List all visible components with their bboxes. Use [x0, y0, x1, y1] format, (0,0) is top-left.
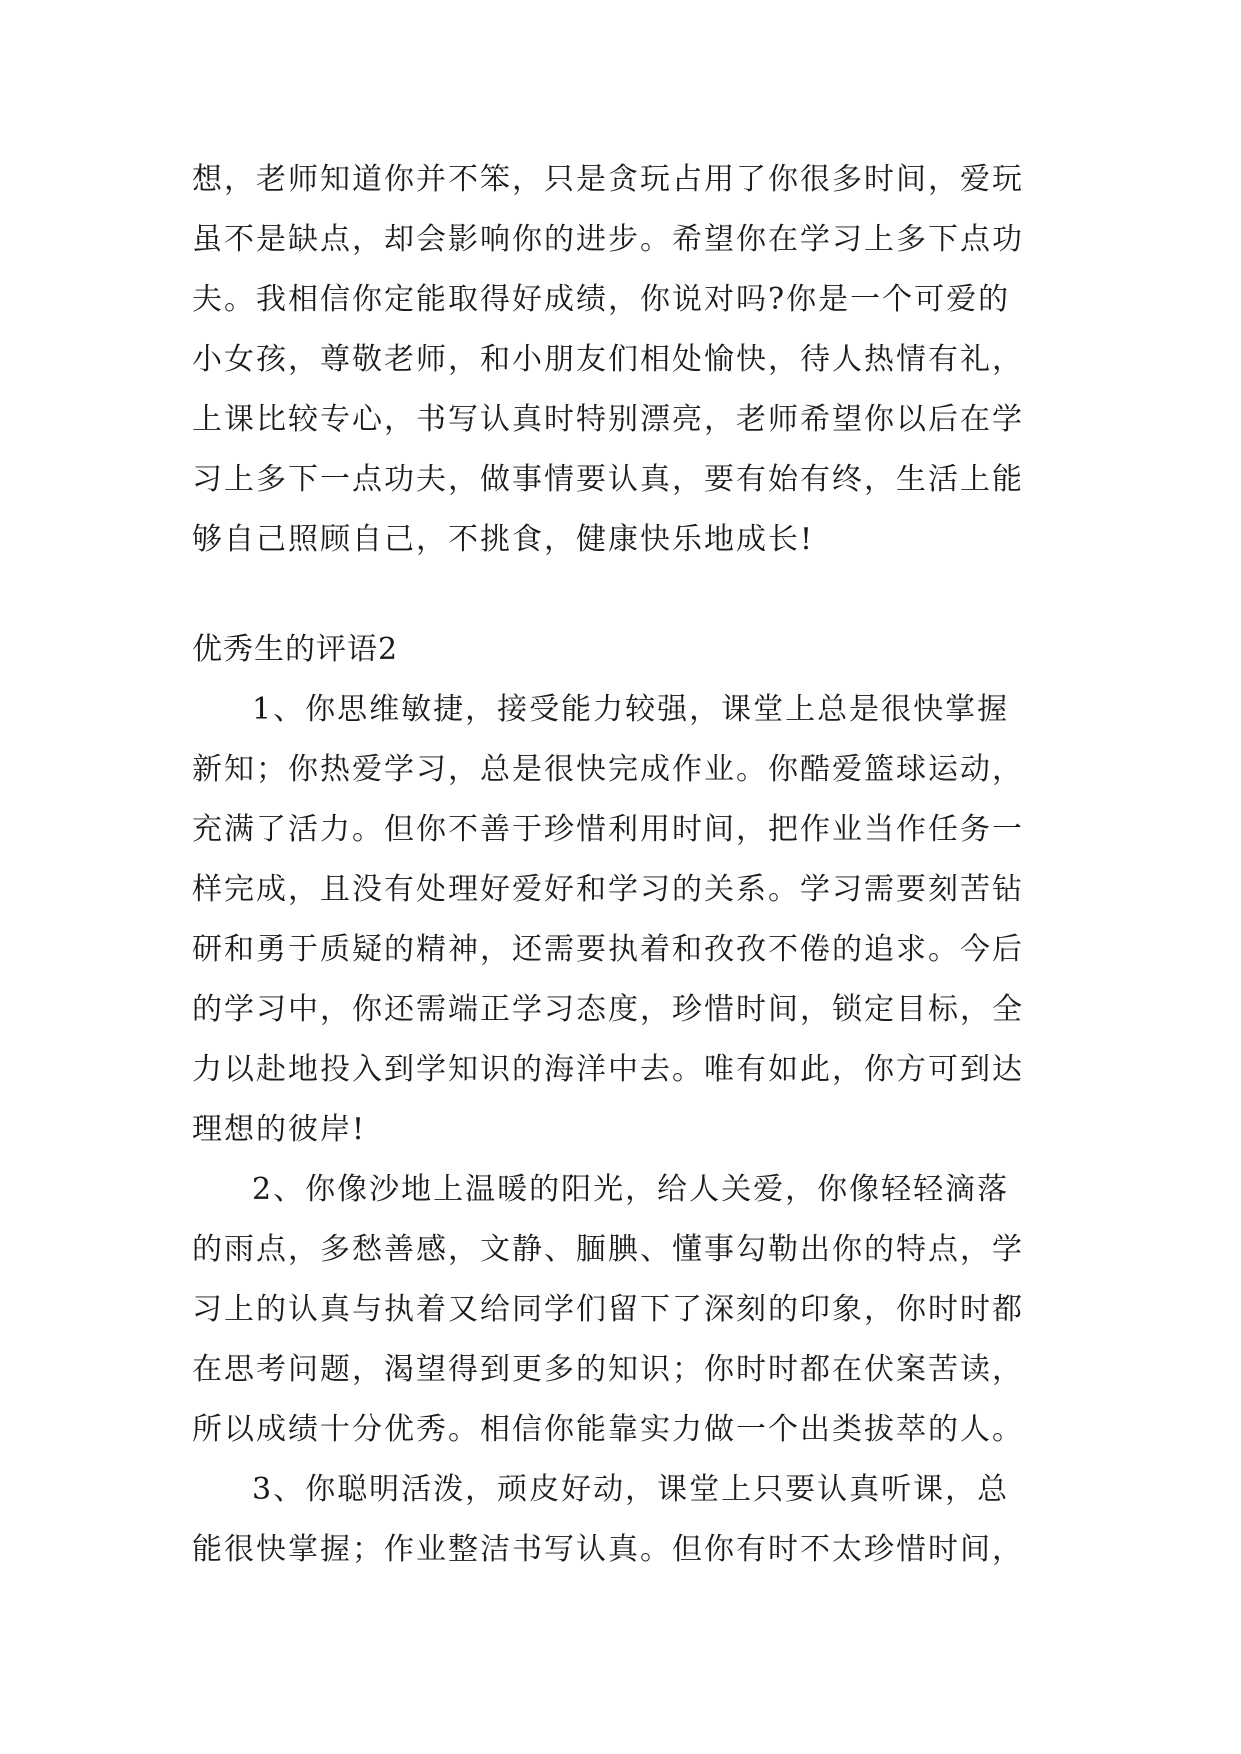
document-page [192, 150, 1062, 1580]
text-line: 上课比较专心，书写认真时特别漂亮，老师希望你以后在学 [192, 402, 1024, 437]
text-line: 力以赴地投入到学知识的海洋中去。唯有如此，你方可到达 [192, 1052, 1024, 1087]
text-line: 够自己照顾自己，不挑食，健康快乐地成长! [192, 522, 815, 557]
text-line: 新知；你热爱学习，总是很快完成作业。你酷爱篮球运动， [192, 752, 1024, 787]
text-line: 2、你像沙地上温暖的阳光，给人关爱，你像轻轻滴落 [252, 1172, 1010, 1207]
text-line: 的雨点，多愁善感，文静、腼腆、懂事勾勒出你的特点，学 [192, 1232, 1024, 1267]
paragraph-continued [192, 150, 1062, 570]
text-line: 研和勇于质疑的精神，还需要执着和孜孜不倦的追求。今后 [192, 932, 1024, 967]
section-heading: 优秀生的评语2 [192, 632, 399, 667]
text-line: 样完成，且没有处理好爱好和学习的关系。学习需要刻苦钻 [192, 872, 1024, 907]
text-line: 所以成绩十分优秀。相信你能靠实力做一个出类拔萃的人。 [192, 1412, 1024, 1447]
spacer [192, 570, 1062, 620]
text-line: 习上多下一点功夫，做事情要认真，要有始有终，生活上能 [192, 462, 1024, 497]
text-line: 能很快掌握；作业整洁书写认真。但你有时不太珍惜时间， [192, 1532, 1024, 1567]
text-line: 习上的认真与执着又给同学们留下了深刻的印象，你时时都 [192, 1292, 1024, 1327]
text-line: 的学习中，你还需端正学习态度，珍惜时间，锁定目标，全 [192, 992, 1024, 1027]
text-line: 夫。我相信你定能取得好成绩，你说对吗?你是一个可爱的 [192, 282, 1011, 317]
text-line: 1、你思维敏捷，接受能力较强，课堂上总是很快掌握 [252, 692, 1010, 727]
text-line: 3、你聪明活泼，顽皮好动，课堂上只要认真听课，总 [252, 1472, 1010, 1507]
text-line: 想，老师知道你并不笨，只是贪玩占用了你很多时间，爱玩 [192, 162, 1024, 197]
text-line: 充满了活力。但你不善于珍惜利用时间，把作业当作任务一 [192, 812, 1024, 847]
text-line: 虽不是缺点，却会影响你的进步。希望你在学习上多下点功 [192, 222, 1024, 257]
text-line: 小女孩，尊敬老师，和小朋友们相处愉快，待人热情有礼， [192, 342, 1024, 377]
paragraph-2 [192, 1160, 1062, 1460]
paragraph-1 [192, 680, 1062, 1160]
text-line: 在思考问题，渴望得到更多的知识；你时时都在伏案苦读， [192, 1352, 1024, 1387]
paragraph-3 [192, 1460, 1062, 1580]
text-line: 理想的彼岸! [192, 1112, 367, 1147]
